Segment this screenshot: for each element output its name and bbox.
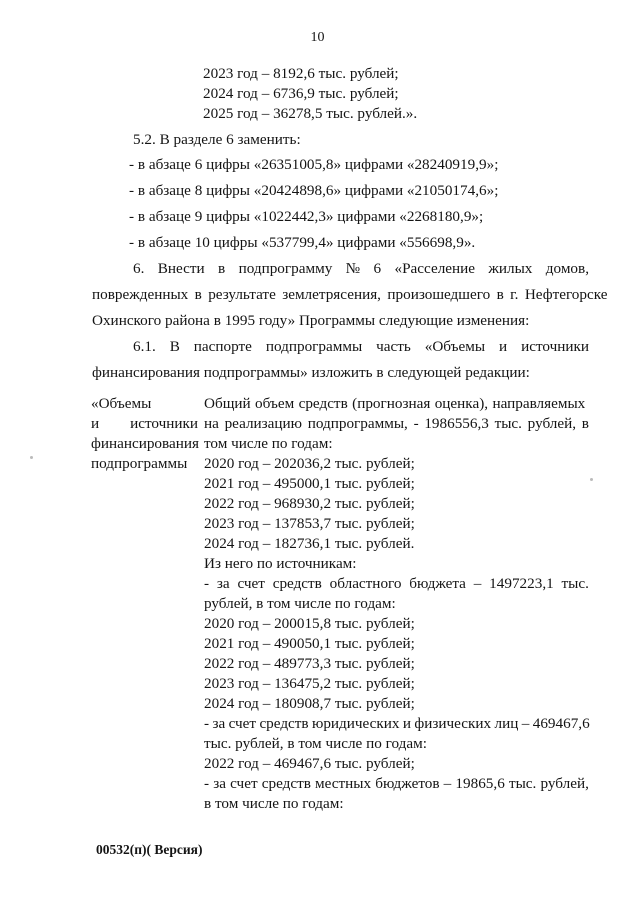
- word: областного: [329, 575, 402, 592]
- word: –: [443, 775, 452, 792]
- page-number: 10: [310, 30, 325, 45]
- word: -: [204, 775, 210, 792]
- sources-heading: Из него по источникам:: [204, 555, 357, 572]
- paragraph-6-1-line-2: финансирования подпрограммы» изложить в следующей редакции:: [92, 364, 530, 381]
- word: часть: [376, 338, 411, 355]
- word: источники: [521, 338, 589, 355]
- paragraph-6-line-1: [133, 259, 589, 279]
- word: –: [473, 575, 482, 592]
- word: -: [413, 415, 419, 432]
- word: за: [216, 575, 230, 592]
- word: Внести: [157, 260, 205, 277]
- passport-label-line: финансирования: [91, 435, 199, 452]
- word: тыс.: [561, 575, 589, 592]
- word: 6: [373, 260, 382, 277]
- word: за: [213, 775, 226, 792]
- passport-intro-line: [204, 414, 589, 434]
- word: подпрограммы,: [307, 415, 408, 432]
- replacement-item: - в абзаце 6 цифры «26351005,8» цифрами «28240919,9»;: [129, 156, 499, 173]
- word: подпрограммы: [265, 338, 363, 355]
- scan-speck: [30, 456, 33, 459]
- word: паспорте: [193, 338, 252, 355]
- word: местных: [315, 775, 372, 792]
- total-year-line: 2024 год – 182736,1 тыс. рублей.: [204, 535, 415, 552]
- regional-budget-line: [204, 574, 589, 594]
- total-year-line: 2022 год – 968930,2 тыс. рублей;: [204, 495, 415, 512]
- regional-year-line: 2024 год – 180908,7 тыс. рублей;: [204, 695, 415, 712]
- word: на: [204, 415, 219, 432]
- word: 1986556,3: [424, 415, 489, 432]
- regional-year-line: 2022 год – 489773,3 тыс. рублей;: [204, 655, 415, 672]
- word: счет: [237, 575, 265, 592]
- word: «Расселение: [394, 260, 476, 277]
- word: и: [499, 338, 508, 355]
- word: счет: [230, 775, 258, 792]
- word: 1497223,1: [489, 575, 554, 592]
- word: №: [345, 260, 361, 277]
- word: 19865,6: [455, 775, 505, 792]
- word: тыс.: [508, 775, 537, 792]
- word: жилых: [488, 260, 533, 277]
- word: -: [204, 575, 210, 592]
- section-5-2-heading: 5.2. В разделе 6 заменить:: [133, 131, 301, 148]
- passport-label-line: «Объемы: [91, 395, 152, 412]
- total-year-line: 2021 год – 495000,1 тыс. рублей;: [204, 475, 415, 492]
- regional-year-line: 2021 год – 490050,1 тыс. рублей;: [204, 635, 415, 652]
- legal-year-line: 2022 год – 469467,6 тыс. рублей;: [204, 755, 415, 772]
- regional-year-line: 2023 год – 136475,2 тыс. рублей;: [204, 675, 415, 692]
- total-year-line: 2023 год – 137853,7 тыс. рублей;: [204, 515, 415, 532]
- regional-budget-line: рублей, в том числе по годам:: [204, 595, 396, 612]
- legal-entities-line: тыс. рублей, в том числе по годам:: [204, 735, 427, 752]
- regional-year-line: 2020 год – 200015,8 тыс. рублей;: [204, 615, 415, 632]
- top-year-line: 2025 год – 36278,5 тыс. рублей.».: [203, 105, 418, 122]
- total-year-line: 2020 год – 202036,2 тыс. рублей;: [204, 455, 415, 472]
- word: 6.1.: [133, 338, 156, 355]
- paragraph-6-line-3: Охинского района в 1995 году» Программы следующие изменения:: [92, 312, 530, 329]
- word: реализацию: [224, 415, 303, 432]
- word: в: [581, 415, 589, 432]
- replacement-item: - в абзаце 10 цифры «537799,4» цифрами «556698,9».: [129, 234, 476, 251]
- word: источники: [130, 415, 198, 432]
- word: «Объемы: [424, 338, 486, 355]
- replacement-item: - в абзаце 9 цифры «1022442,3» цифрами «2268180,9»;: [129, 208, 484, 225]
- replacement-item: - в абзаце 8 цифры «20424898,6» цифрами «21050174,6»;: [129, 182, 499, 199]
- passport-label-line: подпрограммы: [91, 455, 188, 472]
- word: бюджета: [409, 575, 466, 592]
- word: подпрограмму: [238, 260, 333, 277]
- word: 6.: [133, 260, 145, 277]
- local-budget-line: [204, 774, 589, 794]
- word: рублей,: [540, 775, 589, 792]
- word: тыс.: [494, 415, 522, 432]
- word: и: [91, 415, 100, 432]
- top-year-line: 2024 год – 6736,9 тыс. рублей;: [203, 85, 399, 102]
- paragraph-6-line-2: поврежденных в результате землетрясения, произошедшего в г. Нефтегорске: [92, 286, 608, 303]
- word: средств: [272, 575, 322, 592]
- local-budget-line: в том числе по годам:: [204, 795, 344, 812]
- top-year-line: 2023 год – 8192,6 тыс. рублей;: [203, 65, 399, 82]
- passport-label-line: [91, 414, 198, 434]
- passport-intro-line: Общий объем средств (прогнозная оценка), направляемых: [204, 395, 586, 412]
- word: средств: [261, 775, 311, 792]
- word: домов,: [545, 260, 589, 277]
- word: В: [169, 338, 180, 355]
- scan-speck: [590, 478, 593, 481]
- passport-intro-line: том числе по годам:: [204, 435, 333, 452]
- document-footer: 00532(п)( Версия): [96, 842, 203, 857]
- legal-entities-line: - за счет средств юридических и физических лиц – 469467,6: [204, 715, 590, 732]
- word: в: [218, 260, 226, 277]
- paragraph-6-1-line-1: [133, 337, 589, 357]
- word: бюджетов: [375, 775, 440, 792]
- word: рублей,: [527, 415, 577, 432]
